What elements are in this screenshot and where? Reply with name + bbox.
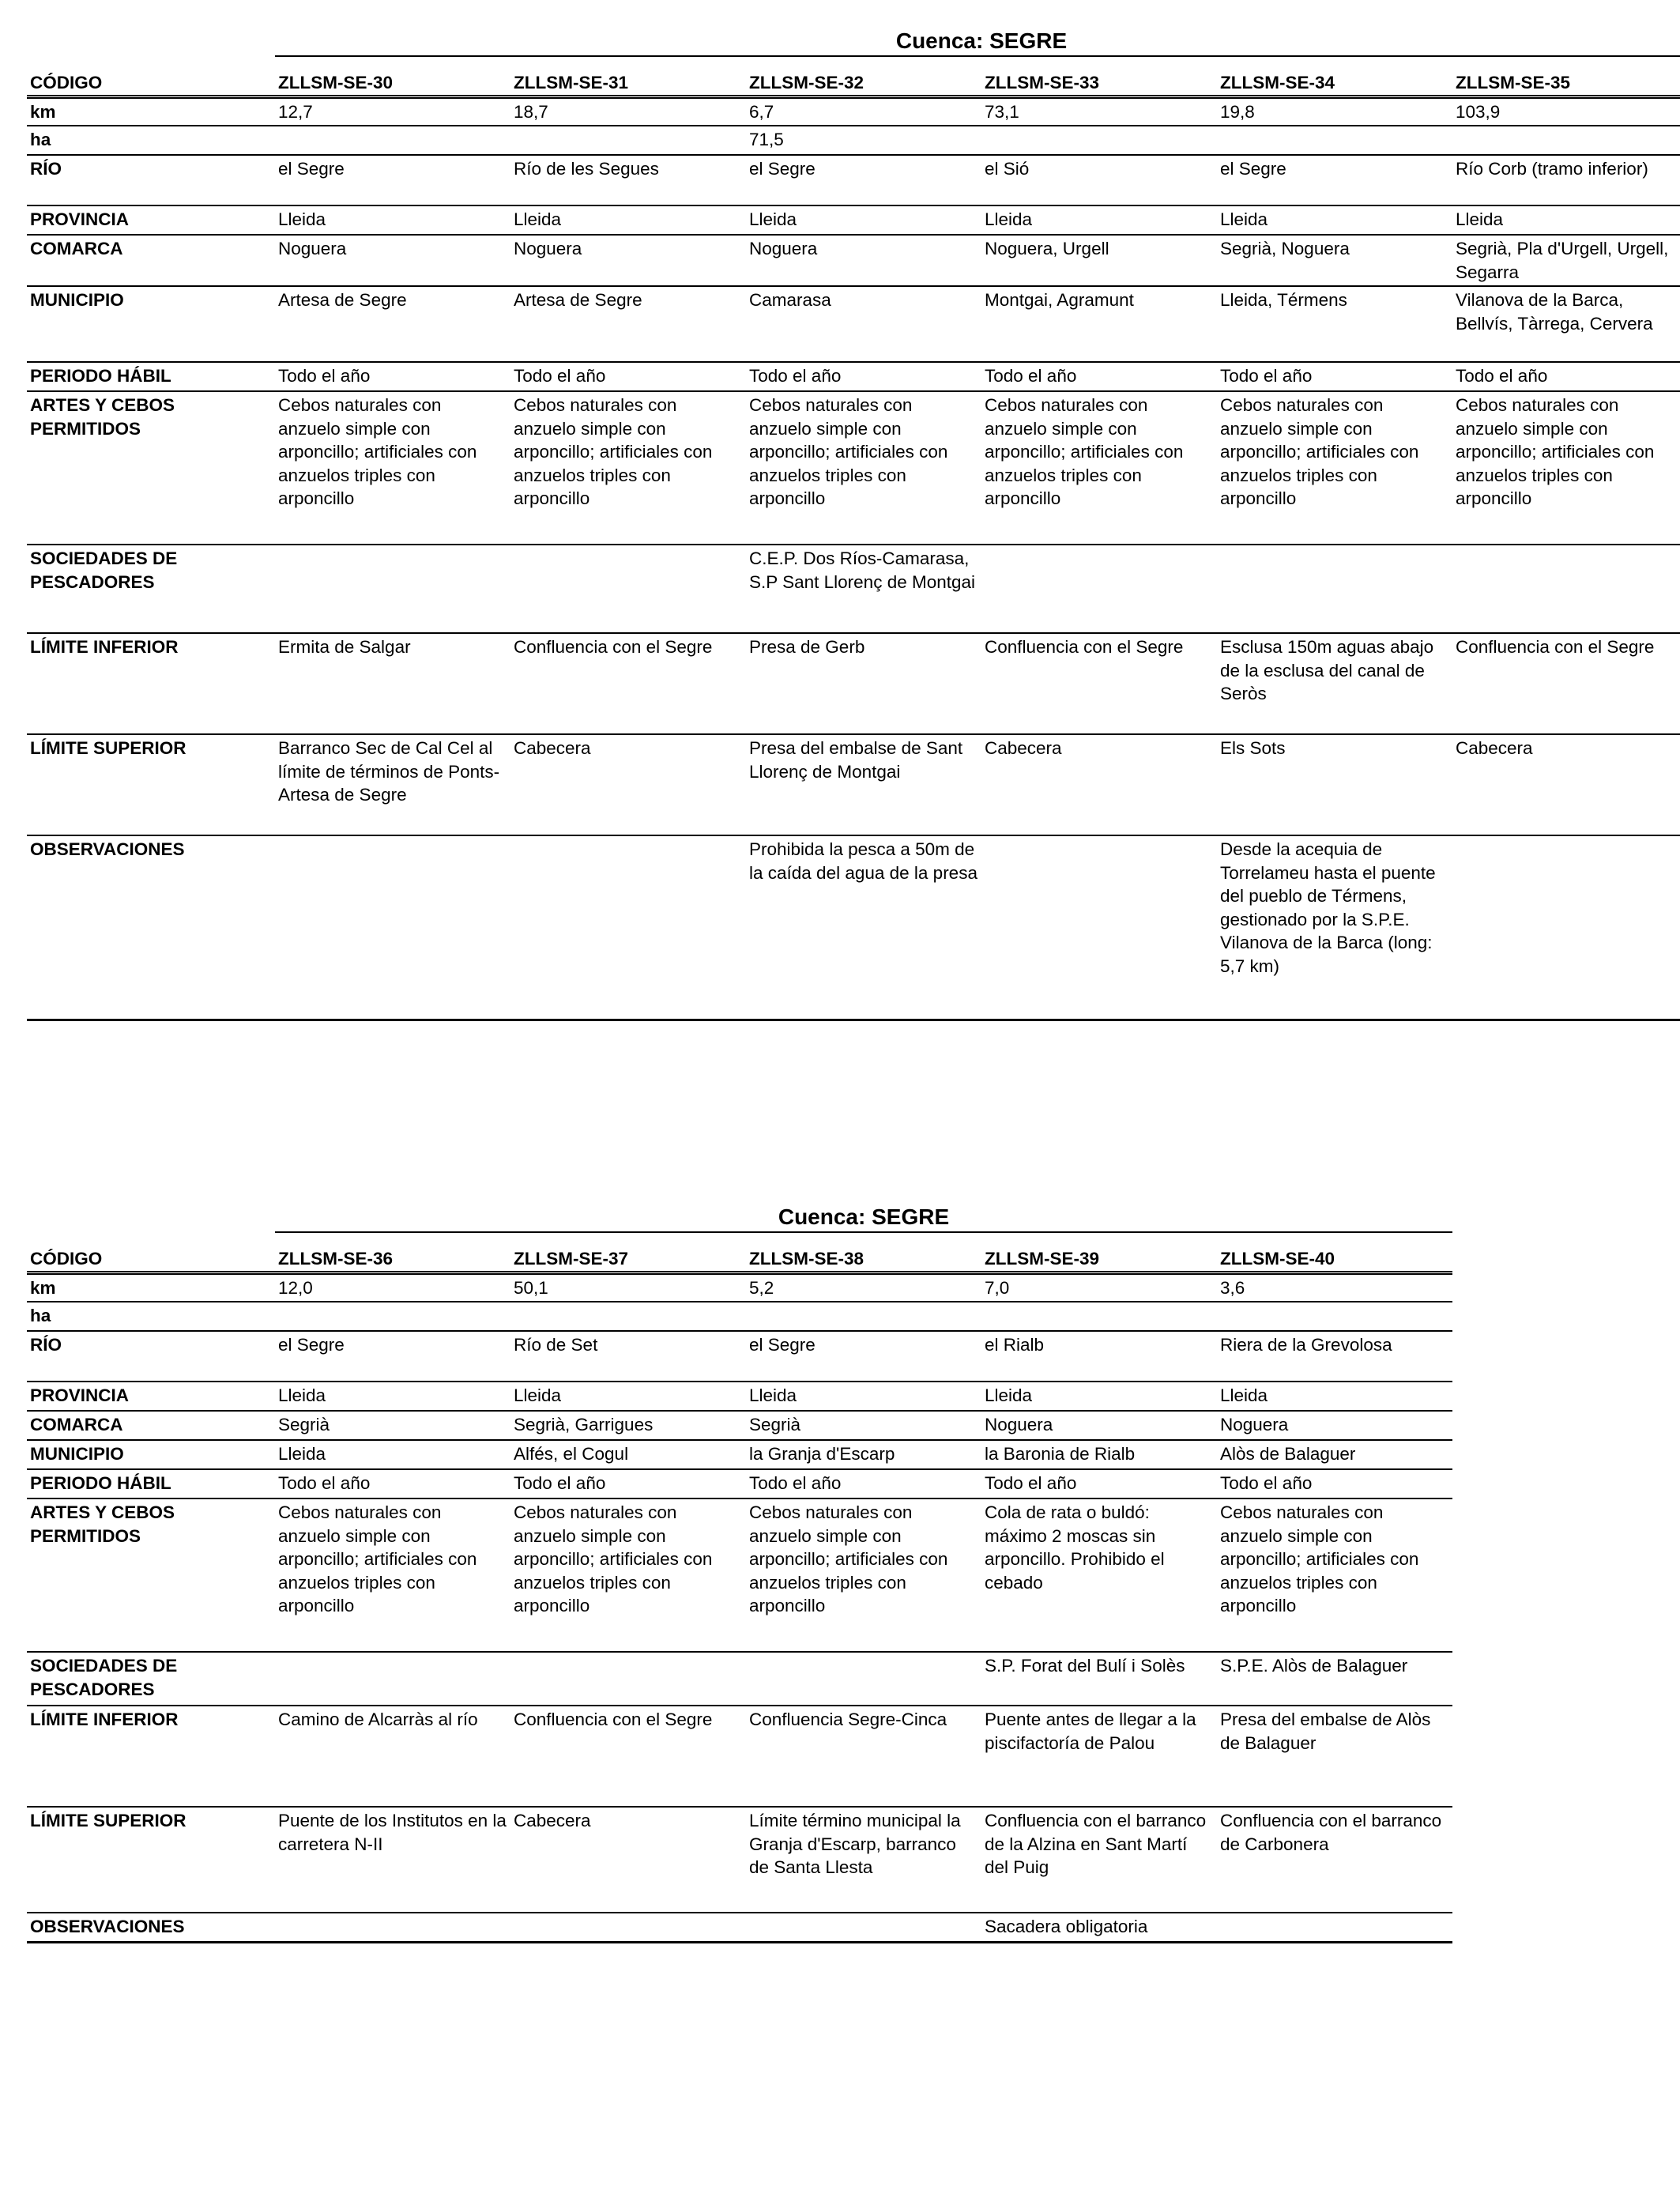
table-cell: el Segre bbox=[746, 155, 981, 205]
column-code: ZLLSM-SE-37 bbox=[514, 1249, 629, 1269]
table-cell: Lleida bbox=[510, 1382, 746, 1411]
table-cell: Lleida, Térmens bbox=[1217, 286, 1452, 362]
table-cell: Noguera bbox=[510, 235, 746, 286]
row-label: PERIODO HÁBIL bbox=[27, 362, 275, 391]
table-cell: 12,7 bbox=[275, 96, 510, 126]
table-cell: Puente antes de llegar a la piscifactoría de Palou bbox=[981, 1706, 1217, 1807]
table-cell: Sacadera obligatoria bbox=[981, 1913, 1217, 1942]
table-cell: Puente de los Institutos en la carretera N-II bbox=[275, 1807, 510, 1913]
table-cell: Lleida bbox=[1452, 205, 1680, 235]
table-cell: Cebos naturales con anzuelo simple con arponcillo; artificiales con anzuelos triples con arponcillo bbox=[510, 1498, 746, 1652]
table-cell bbox=[1217, 126, 1452, 155]
table-row bbox=[27, 1272, 1452, 1302]
table-cell: C.E.P. Dos Ríos-Camarasa, S.P Sant Llorenç de Montgai bbox=[746, 545, 981, 633]
table-cell: la Baronia de Rialb bbox=[981, 1440, 1217, 1469]
column-code: ZLLSM-SE-33 bbox=[985, 73, 1100, 92]
table-cell: Todo el año bbox=[510, 1469, 746, 1498]
table-cell bbox=[510, 1302, 746, 1331]
table-title: Cuenca: SEGRE bbox=[778, 1204, 950, 1229]
table-row bbox=[27, 835, 1680, 1020]
row-label: SOCIEDADES DE PESCADORES bbox=[27, 545, 275, 633]
column-code: ZLLSM-SE-40 bbox=[1220, 1249, 1335, 1269]
table-cell: 71,5 bbox=[746, 126, 981, 155]
table-cell: Vilanova de la Barca, Bellvís, Tàrrega, Cervera bbox=[1452, 286, 1680, 362]
table-cell: Prohibida la pesca a 50m de la caída del agua de la presa bbox=[746, 835, 981, 1020]
table-cell: Lleida bbox=[275, 1382, 510, 1411]
table-row bbox=[27, 1469, 1452, 1498]
table-cell: Noguera bbox=[275, 235, 510, 286]
row-label: PROVINCIA bbox=[27, 205, 275, 235]
table-cell: Confluencia con el barranco de Carbonera bbox=[1217, 1807, 1452, 1913]
table-cell bbox=[981, 1302, 1217, 1331]
column-code: ZLLSM-SE-35 bbox=[1456, 73, 1571, 92]
table-cell: Todo el año bbox=[981, 1469, 1217, 1498]
table-cell: Lleida bbox=[981, 1382, 1217, 1411]
table-cell: Río Corb (tramo inferior) bbox=[1452, 155, 1680, 205]
row-label: RÍO bbox=[27, 155, 275, 205]
table-cell: Todo el año bbox=[275, 1469, 510, 1498]
table-cell: 12,0 bbox=[275, 1272, 510, 1302]
table-row bbox=[27, 391, 1680, 545]
table-cell: Cebos naturales con anzuelo simple con arponcillo; artificiales con anzuelos triples con arponcillo bbox=[746, 391, 981, 545]
table-cell: el Segre bbox=[275, 1331, 510, 1382]
table-row bbox=[27, 1382, 1452, 1411]
row-label: PERIODO HÁBIL bbox=[27, 1469, 275, 1498]
table-cell: Lleida bbox=[981, 205, 1217, 235]
table-cell: Segrià bbox=[746, 1411, 981, 1440]
row-label: PROVINCIA bbox=[27, 1382, 275, 1411]
column-code: ZLLSM-SE-30 bbox=[278, 73, 394, 92]
table-cell: Confluencia con el barranco de la Alzina en Sant Martí del Puig bbox=[981, 1807, 1217, 1913]
header-label: CÓDIGO bbox=[30, 73, 103, 92]
fishing-table-segre-2 bbox=[27, 1184, 1452, 1943]
title-underline bbox=[275, 1231, 1452, 1233]
table-cell: Presa de Gerb bbox=[746, 633, 981, 734]
table-cell bbox=[275, 1652, 510, 1706]
table-cell: Cebos naturales con anzuelo simple con arponcillo; artificiales con anzuelos triples con arponcillo bbox=[1452, 391, 1680, 545]
column-code: ZLLSM-SE-38 bbox=[749, 1249, 864, 1269]
table-row bbox=[27, 1913, 1452, 1942]
table-cell: Cola de rata o buldó: máximo 2 moscas sin arponcillo. Prohibido el cebado bbox=[981, 1498, 1217, 1652]
table-cell bbox=[1217, 545, 1452, 633]
table-cell: Cabecera bbox=[510, 734, 746, 835]
table-cell: Confluencia con el Segre bbox=[510, 633, 746, 734]
table-cell: Camino de Alcarràs al río bbox=[275, 1706, 510, 1807]
table-cell: Presa del embalse de Alòs de Balaguer bbox=[1217, 1706, 1452, 1807]
table-cell: Todo el año bbox=[1217, 362, 1452, 391]
table-cell bbox=[981, 545, 1217, 633]
table-cell: Ermita de Salgar bbox=[275, 633, 510, 734]
fishing-table-segre-1 bbox=[27, 8, 1680, 1021]
table-title: Cuenca: SEGRE bbox=[895, 28, 1068, 53]
row-label: LÍMITE SUPERIOR bbox=[27, 734, 275, 835]
table-cell: Límite término municipal la Granja d'Escarp, barranco de Santa Llesta bbox=[746, 1807, 981, 1913]
title-underline bbox=[275, 55, 1680, 57]
row-label: MUNICIPIO bbox=[27, 1440, 275, 1469]
table-cell: Todo el año bbox=[981, 362, 1217, 391]
table-cell: Cebos naturales con anzuelo simple con arponcillo; artificiales con anzuelos triples con arponcillo bbox=[275, 391, 510, 545]
table-cell bbox=[275, 1913, 510, 1942]
table-cell bbox=[510, 545, 746, 633]
table-cell: Riera de la Grevolosa bbox=[1217, 1331, 1452, 1382]
table-cell: 73,1 bbox=[981, 96, 1217, 126]
table-row bbox=[27, 1440, 1452, 1469]
row-label: km bbox=[27, 1272, 275, 1302]
table-cell: Lleida bbox=[275, 1440, 510, 1469]
table-cell: 50,1 bbox=[510, 1272, 746, 1302]
table-cell: 5,2 bbox=[746, 1272, 981, 1302]
table-row bbox=[27, 126, 1680, 155]
row-label: ARTES Y CEBOS PERMITIDOS bbox=[27, 1498, 275, 1652]
table-cell: Segrià, Pla d'Urgell, Urgell, Segarra bbox=[1452, 235, 1680, 286]
table-cell: Confluencia con el Segre bbox=[510, 1706, 746, 1807]
table-cell: Cabecera bbox=[510, 1807, 746, 1913]
table-cell: Confluencia con el Segre bbox=[981, 633, 1217, 734]
table-cell: Lleida bbox=[1217, 205, 1452, 235]
row-label: LÍMITE INFERIOR bbox=[27, 633, 275, 734]
table-row bbox=[27, 1498, 1452, 1652]
table-cell: 6,7 bbox=[746, 96, 981, 126]
table-cell: Segrià, Noguera bbox=[1217, 235, 1452, 286]
table-cell: Els Sots bbox=[1217, 734, 1452, 835]
row-label: OBSERVACIONES bbox=[27, 1913, 275, 1942]
row-label: COMARCA bbox=[27, 235, 275, 286]
column-code: ZLLSM-SE-39 bbox=[985, 1249, 1100, 1269]
table-cell: S.P.E. Alòs de Balaguer bbox=[1217, 1652, 1452, 1706]
table-cell: Desde la acequia de Torrelameu hasta el puente del pueblo de Térmens, gestionado por la S.P.E. Vilanova de la Barca (long: 5,7 km) bbox=[1217, 835, 1452, 1020]
table-cell: Lleida bbox=[1217, 1382, 1452, 1411]
data-table bbox=[27, 60, 1680, 1021]
table-cell: Confluencia con el Segre bbox=[1452, 633, 1680, 734]
table-cell: Cabecera bbox=[981, 734, 1217, 835]
row-label: COMARCA bbox=[27, 1411, 275, 1440]
row-label: LÍMITE INFERIOR bbox=[27, 1706, 275, 1807]
header-row bbox=[27, 60, 1680, 96]
table-cell bbox=[275, 545, 510, 633]
row-label: OBSERVACIONES bbox=[27, 835, 275, 1020]
table-cell: Barranco Sec de Cal Cel al límite de términos de Ponts-Artesa de Segre bbox=[275, 734, 510, 835]
table-cell: la Granja d'Escarp bbox=[746, 1440, 981, 1469]
table-cell: Lleida bbox=[746, 205, 981, 235]
table-title-row bbox=[27, 8, 1680, 60]
table-cell: el Segre bbox=[746, 1331, 981, 1382]
table-row bbox=[27, 1411, 1452, 1440]
row-label: SOCIEDADES DE PESCADORES bbox=[27, 1652, 275, 1706]
table-row bbox=[27, 1807, 1452, 1913]
table-cell bbox=[746, 1652, 981, 1706]
table-cell: Todo el año bbox=[1217, 1469, 1452, 1498]
table-cell: 3,6 bbox=[1217, 1272, 1452, 1302]
table-cell bbox=[746, 1913, 981, 1942]
table-cell: Cebos naturales con anzuelo simple con arponcillo; artificiales con anzuelos triples con arponcillo bbox=[981, 391, 1217, 545]
table-cell: Todo el año bbox=[1452, 362, 1680, 391]
table-cell bbox=[981, 835, 1217, 1020]
table-row bbox=[27, 545, 1680, 633]
row-label: ha bbox=[27, 1302, 275, 1331]
table-row bbox=[27, 235, 1680, 286]
table-row bbox=[27, 1331, 1452, 1382]
table-cell: Alfés, el Cogul bbox=[510, 1440, 746, 1469]
table-cell: Cebos naturales con anzuelo simple con arponcillo; artificiales con anzuelos triples con arponcillo bbox=[1217, 1498, 1452, 1652]
table-cell: Cabecera bbox=[1452, 734, 1680, 835]
row-label: RÍO bbox=[27, 1331, 275, 1382]
table-cell: 7,0 bbox=[981, 1272, 1217, 1302]
column-code: ZLLSM-SE-32 bbox=[749, 73, 864, 92]
table-cell: Noguera bbox=[746, 235, 981, 286]
table-cell: Artesa de Segre bbox=[510, 286, 746, 362]
header-label: CÓDIGO bbox=[30, 1249, 103, 1269]
table-row bbox=[27, 362, 1680, 391]
row-label: MUNICIPIO bbox=[27, 286, 275, 362]
table-cell bbox=[510, 835, 746, 1020]
table-cell bbox=[510, 1652, 746, 1706]
table-cell: Todo el año bbox=[746, 1469, 981, 1498]
row-label: LÍMITE SUPERIOR bbox=[27, 1807, 275, 1913]
table-cell bbox=[510, 126, 746, 155]
table-cell: Montgai, Agramunt bbox=[981, 286, 1217, 362]
row-label: ARTES Y CEBOS PERMITIDOS bbox=[27, 391, 275, 545]
table-cell: el Rialb bbox=[981, 1331, 1217, 1382]
column-code: ZLLSM-SE-31 bbox=[514, 73, 629, 92]
table-cell: Alòs de Balaguer bbox=[1217, 1440, 1452, 1469]
column-code: ZLLSM-SE-36 bbox=[278, 1249, 394, 1269]
table-cell bbox=[275, 126, 510, 155]
table-cell: Presa del embalse de Sant Llorenç de Montgai bbox=[746, 734, 981, 835]
table-cell: Cebos naturales con anzuelo simple con arponcillo; artificiales con anzuelos triples con arponcillo bbox=[510, 391, 746, 545]
data-table bbox=[27, 1236, 1452, 1943]
table-cell: Río de Set bbox=[510, 1331, 746, 1382]
table-row bbox=[27, 286, 1680, 362]
table-cell: Río de les Segues bbox=[510, 155, 746, 205]
table-cell bbox=[1452, 835, 1680, 1020]
table-cell: Lleida bbox=[510, 205, 746, 235]
column-code: ZLLSM-SE-34 bbox=[1220, 73, 1335, 92]
table-cell: 103,9 bbox=[1452, 96, 1680, 126]
table-row bbox=[27, 633, 1680, 734]
table-cell: Segrià bbox=[275, 1411, 510, 1440]
table-row bbox=[27, 1652, 1452, 1706]
table-cell: Esclusa 150m aguas abajo de la esclusa del canal de Seròs bbox=[1217, 633, 1452, 734]
table-cell: Cebos naturales con anzuelo simple con arponcillo; artificiales con anzuelos triples con arponcillo bbox=[1217, 391, 1452, 545]
table-cell: Artesa de Segre bbox=[275, 286, 510, 362]
table-cell bbox=[1217, 1302, 1452, 1331]
table-row bbox=[27, 205, 1680, 235]
table-cell: Confluencia Segre-Cinca bbox=[746, 1706, 981, 1807]
table-cell: el Sió bbox=[981, 155, 1217, 205]
table-cell: S.P. Forat del Bulí i Solès bbox=[981, 1652, 1217, 1706]
table-cell: el Segre bbox=[1217, 155, 1452, 205]
table-cell bbox=[275, 1302, 510, 1331]
table-cell: Lleida bbox=[275, 205, 510, 235]
table-cell: 19,8 bbox=[1217, 96, 1452, 126]
table-cell bbox=[1217, 1913, 1452, 1942]
table-cell: Todo el año bbox=[510, 362, 746, 391]
table-title-row bbox=[27, 1184, 1452, 1236]
table-row bbox=[27, 96, 1680, 126]
table-cell bbox=[1452, 126, 1680, 155]
table-cell bbox=[746, 1302, 981, 1331]
table-cell: Segrià, Garrigues bbox=[510, 1411, 746, 1440]
table-cell bbox=[275, 835, 510, 1020]
table-cell bbox=[981, 126, 1217, 155]
table-cell: Todo el año bbox=[275, 362, 510, 391]
table-cell: Cebos naturales con anzuelo simple con arponcillo; artificiales con anzuelos triples con arponcillo bbox=[746, 1498, 981, 1652]
table-cell: Noguera bbox=[1217, 1411, 1452, 1440]
header-row bbox=[27, 1236, 1452, 1272]
table-cell: Noguera, Urgell bbox=[981, 235, 1217, 286]
table-cell: 18,7 bbox=[510, 96, 746, 126]
table-cell: Todo el año bbox=[746, 362, 981, 391]
table-cell: Lleida bbox=[746, 1382, 981, 1411]
table-cell bbox=[1452, 545, 1680, 633]
table-row bbox=[27, 1302, 1452, 1331]
table-row bbox=[27, 734, 1680, 835]
table-cell: Noguera bbox=[981, 1411, 1217, 1440]
table-row bbox=[27, 155, 1680, 205]
row-label: km bbox=[27, 96, 275, 126]
table-cell: Camarasa bbox=[746, 286, 981, 362]
table-row bbox=[27, 1706, 1452, 1807]
table-cell: el Segre bbox=[275, 155, 510, 205]
table-cell bbox=[510, 1913, 746, 1942]
table-cell: Cebos naturales con anzuelo simple con arponcillo; artificiales con anzuelos triples con arponcillo bbox=[275, 1498, 510, 1652]
row-label: ha bbox=[27, 126, 275, 155]
